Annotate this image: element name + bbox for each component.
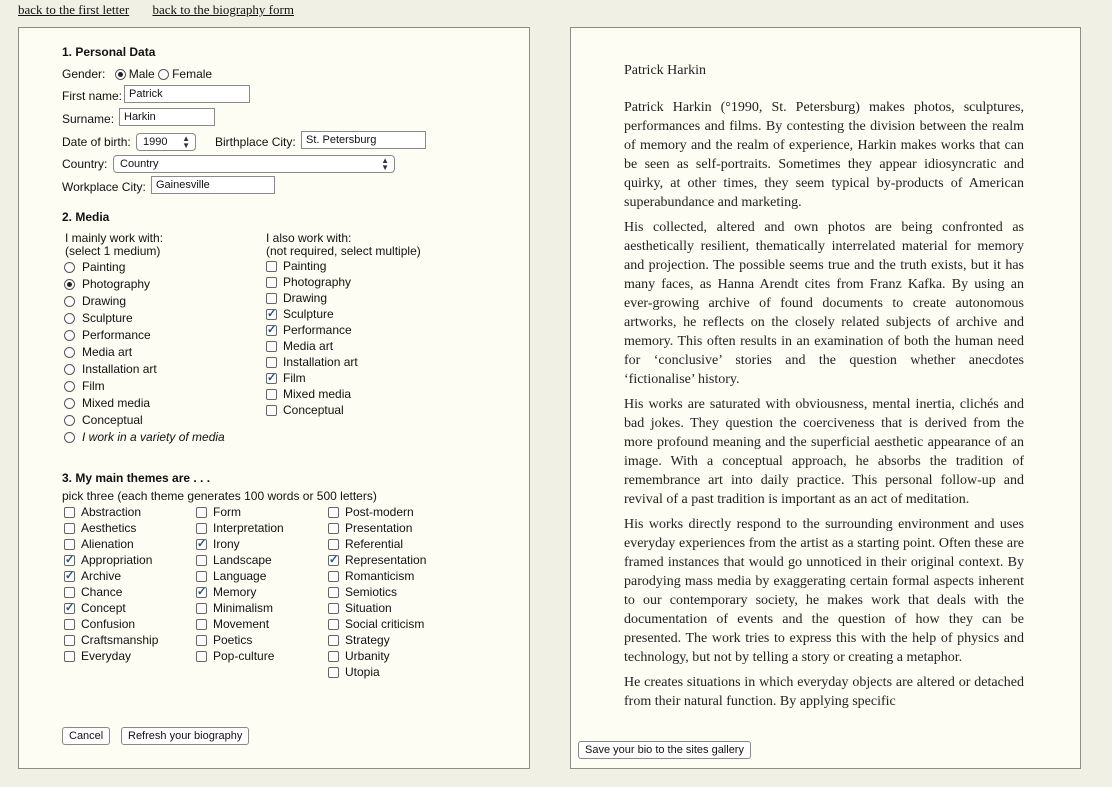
also-medium-option[interactable]: [266, 403, 358, 419]
also-medium-option[interactable]: [266, 259, 358, 275]
option-label: Everyday: [81, 649, 132, 663]
option-label: Presentation: [345, 521, 413, 535]
also-medium-checkbox-group: [266, 259, 358, 419]
checkbox[interactable]: [328, 651, 339, 662]
bio-paragraph: His collected, altered and own photos are being confronted as aesthetically resilient, thematically interrelated material for memory and projection. The possible seems true and the truth exists, but it has many faces, as Hanna Arendt cites from Franz Kafka. By using an ever-growing archive of found documents to create autonomous artworks, he reflects on the closely related subjects of archive and memory. This often results in an examination of both the human need for ‘conclusive’ stories and the question whether anecdotes ‘fictionalise’ history.: [624, 220, 1024, 387]
main-medium-label: I mainly work with: (select 1 medium): [65, 231, 164, 258]
theme-option[interactable]: [64, 585, 158, 601]
option-label: Urbanity: [345, 649, 390, 663]
option-label: Situation: [345, 601, 392, 615]
checkbox[interactable]: [328, 571, 339, 582]
checkbox[interactable]: [196, 651, 207, 662]
option-label: Movement: [213, 617, 270, 631]
also-medium-option[interactable]: [266, 371, 358, 387]
option-label: Film: [283, 371, 306, 385]
also-medium-option[interactable]: [266, 291, 358, 307]
checkbox[interactable]: [196, 587, 207, 598]
checkbox[interactable]: [266, 373, 277, 384]
checkbox[interactable]: [64, 507, 75, 518]
theme-option[interactable]: [328, 633, 426, 649]
theme-option[interactable]: [64, 601, 158, 617]
themes-column-1: [64, 505, 158, 665]
option-label: Sculpture: [82, 311, 133, 325]
radio-button[interactable]: [64, 296, 75, 307]
theme-option[interactable]: [196, 601, 284, 617]
biography-text: [624, 61, 1024, 717]
checkbox[interactable]: [64, 571, 75, 582]
country-label: Country:: [62, 157, 108, 171]
theme-option[interactable]: [328, 585, 426, 601]
checkbox[interactable]: [266, 293, 277, 304]
themes-heading: 3. My main themes are . . .: [62, 471, 211, 485]
radio-button[interactable]: [64, 364, 75, 375]
also-medium-option[interactable]: [266, 355, 358, 371]
surname-field[interactable]: Harkin: [119, 108, 215, 126]
option-label: Photography: [283, 275, 352, 289]
checkbox[interactable]: [64, 523, 75, 534]
checkbox[interactable]: [196, 619, 207, 630]
also-medium-option[interactable]: [266, 307, 358, 323]
also-medium-option[interactable]: [266, 339, 358, 355]
theme-option[interactable]: [328, 601, 426, 617]
option-label: Painting: [283, 259, 327, 273]
radio-button[interactable]: [64, 313, 75, 324]
main-medium-option[interactable]: [64, 413, 225, 430]
radio-button[interactable]: [64, 381, 75, 392]
checkbox[interactable]: [64, 635, 75, 646]
option-label: Media art: [82, 345, 133, 359]
dob-select[interactable]: 1990 ▲ ▼: [136, 133, 196, 151]
theme-option[interactable]: [64, 617, 158, 633]
checkbox[interactable]: [328, 619, 339, 630]
option-label: Film: [82, 379, 105, 393]
option-label: Performance: [283, 323, 352, 337]
checkbox[interactable]: [266, 277, 277, 288]
theme-option[interactable]: [196, 617, 284, 633]
theme-option[interactable]: [196, 521, 284, 537]
link-first-letter[interactable]: back to the first letter: [18, 2, 130, 17]
option-label: Confusion: [81, 617, 136, 631]
theme-option[interactable]: [328, 649, 426, 665]
checkbox[interactable]: [266, 341, 277, 352]
bio-paragraphs: [624, 98, 1024, 711]
theme-option[interactable]: [328, 521, 426, 537]
option-label: Romanticism: [345, 569, 415, 583]
theme-option[interactable]: [64, 537, 158, 553]
option-label: Memory: [213, 585, 257, 599]
option-label: Social criticism: [345, 617, 425, 631]
option-label: Strategy: [345, 633, 390, 647]
gender-male-option[interactable]: Male: [115, 67, 155, 81]
theme-option[interactable]: [196, 553, 284, 569]
surname-label: Surname:: [62, 112, 115, 126]
option-label: Alienation: [81, 537, 134, 551]
option-label: Semiotics: [345, 585, 398, 599]
gender-female-radio[interactable]: [158, 69, 169, 80]
also-medium-option[interactable]: [266, 323, 358, 339]
gender-male-radio[interactable]: [115, 69, 126, 80]
personal-data-heading: 1. Personal Data: [62, 45, 156, 59]
option-label: Post-modern: [345, 505, 414, 519]
checkbox[interactable]: [328, 587, 339, 598]
main-medium-option[interactable]: [64, 362, 225, 379]
option-label: Drawing: [283, 291, 328, 305]
checkbox[interactable]: [196, 603, 207, 614]
option-label: Drawing: [82, 294, 127, 308]
bio-paragraph: He creates situations in which everyday objects are altered or detached from their natural function. By applying specific: [624, 675, 1024, 709]
radio-button[interactable]: [64, 262, 75, 273]
first-name-field[interactable]: Patrick: [124, 85, 250, 103]
option-label: Appropriation: [81, 553, 153, 567]
checkbox[interactable]: [64, 651, 75, 662]
main-medium-radio-group: [64, 260, 225, 447]
main-medium-option[interactable]: [64, 345, 225, 362]
option-label: Abstraction: [81, 505, 142, 519]
also-medium-option[interactable]: [266, 275, 358, 291]
biography-preview: [570, 27, 1081, 769]
radio-button[interactable]: [64, 347, 75, 358]
option-label: Conceptual: [283, 403, 344, 417]
main-medium-option[interactable]: [64, 277, 225, 294]
option-label: Landscape: [213, 553, 272, 567]
checkbox[interactable]: [196, 539, 207, 550]
option-label: Mixed media: [82, 396, 151, 410]
select-arrows-icon: ▲ ▼: [182, 134, 190, 150]
option-label: Archive: [81, 569, 122, 583]
option-label: Minimalism: [213, 601, 273, 615]
checkbox[interactable]: [196, 523, 207, 534]
checkbox[interactable]: [266, 261, 277, 272]
also-medium-option[interactable]: [266, 387, 358, 403]
checkbox[interactable]: [328, 555, 339, 566]
checkbox[interactable]: [64, 619, 75, 630]
checkbox[interactable]: [266, 405, 277, 416]
link-biography-form[interactable]: back to the biography form: [152, 2, 294, 17]
save-to-gallery-button[interactable]: Save your bio to the sites gallery: [578, 741, 751, 759]
bio-paragraph: His works directly respond to the surrounding environment and uses everyday experiences from the artist as a starting point. Often these are framed instances that would go unnoticed in their original context. By parodying mass media by exaggerating certain formal aspects inherent to our contemporary society, he makes work that deals with the documentation of events and the question of how they can be presented. The work tries to express this with the help of physics and technology, but not by telling a story or creating a metaphor.: [624, 517, 1024, 665]
media-heading: 2. Media: [62, 210, 110, 224]
option-label: Chance: [81, 585, 123, 599]
option-label: Irony: [213, 537, 240, 551]
option-label: Media art: [283, 339, 334, 353]
theme-option[interactable]: [196, 569, 284, 585]
theme-option[interactable]: [328, 553, 426, 569]
checkbox[interactable]: [64, 539, 75, 550]
option-label: Interpretation: [213, 521, 284, 535]
bio-artist-name: Patrick Harkin: [624, 63, 707, 78]
theme-option[interactable]: [64, 649, 158, 665]
theme-option[interactable]: [196, 585, 284, 601]
option-label: Conceptual: [82, 413, 143, 427]
option-label: Sculpture: [283, 307, 334, 321]
dob-label: Date of birth:: [62, 135, 131, 149]
themes-column-3: [328, 505, 426, 681]
radio-button[interactable]: [64, 330, 75, 341]
option-label: Painting: [82, 260, 126, 274]
option-label: Mixed media: [283, 387, 352, 401]
checkbox[interactable]: [196, 555, 207, 566]
checkbox[interactable]: [328, 667, 339, 678]
birthplace-field[interactable]: St. Petersburg: [301, 131, 426, 149]
themes-column-2: [196, 505, 284, 665]
theme-option[interactable]: [328, 505, 426, 521]
checkbox[interactable]: [266, 309, 277, 320]
cancel-button[interactable]: Cancel: [62, 727, 110, 745]
checkbox[interactable]: [196, 571, 207, 582]
bio-paragraph: Patrick Harkin (°1990, St. Petersburg) makes photos, sculptures, performances and films. By contesting the division between the realm of memory and the realm of experience, Harkin makes works that can be seen as self-portraits. Sometimes they appear idiosyncratic and quirky, at other times, they seem typical by-products of American superabundance and marketing.: [624, 100, 1024, 210]
checkbox[interactable]: [196, 635, 207, 646]
workplace-label: Workplace City:: [62, 180, 146, 194]
bio-paragraph: His works are saturated with obviousness, mental inertia, clichés and bad jokes. They question the coerciveness that is derived from the more profound meaning and the superficial aesthetic appearance of an image. With a conceptual approach, he absorbs the tradition of remembrance art into daily practice. This personal follow-up and revival of a past tradition is important as an act of meditation.: [624, 397, 1024, 507]
theme-option[interactable]: [64, 569, 158, 585]
country-select[interactable]: Country ▲ ▼: [113, 155, 395, 173]
theme-option[interactable]: [196, 633, 284, 649]
theme-option[interactable]: [64, 521, 158, 537]
checkbox[interactable]: [64, 555, 75, 566]
also-work-label: I also work with: (not required, select multiple): [266, 231, 421, 258]
biography-form: [18, 27, 530, 769]
workplace-field[interactable]: Gainesville: [151, 176, 275, 194]
option-label: Referential: [345, 537, 404, 551]
birthplace-label: Birthplace City:: [215, 135, 296, 149]
main-medium-option[interactable]: [64, 328, 225, 345]
theme-option[interactable]: [196, 649, 284, 665]
checkbox[interactable]: [328, 603, 339, 614]
main-medium-option[interactable]: [64, 379, 225, 396]
option-label: Pop-culture: [213, 649, 275, 663]
checkbox[interactable]: [266, 325, 277, 336]
first-name-label: First name:: [62, 89, 123, 103]
theme-option[interactable]: [196, 505, 284, 521]
option-label: Language: [213, 569, 267, 583]
radio-button[interactable]: [64, 432, 75, 443]
radio-button[interactable]: [64, 398, 75, 409]
checkbox[interactable]: [328, 507, 339, 518]
select-arrows-icon: ▲ ▼: [381, 156, 389, 172]
radio-button[interactable]: [64, 279, 75, 290]
theme-option[interactable]: [328, 665, 426, 681]
option-label: Poetics: [213, 633, 253, 647]
checkbox[interactable]: [328, 635, 339, 646]
checkbox[interactable]: [328, 539, 339, 550]
main-medium-option[interactable]: [64, 311, 225, 328]
option-label: Craftsmanship: [81, 633, 159, 647]
themes-instruction: pick three (each theme generates 100 words or 500 letters): [62, 489, 377, 503]
main-medium-option[interactable]: [64, 396, 225, 413]
theme-option[interactable]: [196, 537, 284, 553]
gender-row: [62, 67, 212, 81]
main-medium-option[interactable]: [64, 430, 225, 447]
option-label: Concept: [81, 601, 126, 615]
theme-option[interactable]: [328, 617, 426, 633]
option-label: I work in a variety of media: [82, 430, 225, 444]
checkbox[interactable]: [328, 523, 339, 534]
gender-label: Gender:: [62, 67, 106, 81]
theme-option[interactable]: [328, 537, 426, 553]
refresh-biography-button[interactable]: Refresh your biography: [121, 727, 249, 745]
checkbox[interactable]: [64, 587, 75, 598]
checkbox[interactable]: [266, 357, 277, 368]
checkbox[interactable]: [266, 389, 277, 400]
main-medium-option[interactable]: [64, 294, 225, 311]
option-label: Aesthetics: [81, 521, 137, 535]
checkbox[interactable]: [196, 507, 207, 518]
gender-female-option[interactable]: Female: [158, 67, 212, 81]
option-label: Performance: [82, 328, 151, 342]
theme-option[interactable]: [64, 553, 158, 569]
option-label: Photography: [82, 277, 151, 291]
top-links: [18, 2, 314, 18]
option-label: Utopia: [345, 665, 380, 679]
option-label: Installation art: [283, 355, 358, 369]
option-label: Form: [213, 505, 241, 519]
checkbox[interactable]: [64, 603, 75, 614]
option-label: Representation: [345, 553, 427, 567]
theme-option[interactable]: [64, 505, 158, 521]
radio-button[interactable]: [64, 415, 75, 426]
theme-option[interactable]: [328, 569, 426, 585]
main-medium-option[interactable]: [64, 260, 225, 277]
theme-option[interactable]: [64, 633, 158, 649]
option-label: Installation art: [82, 362, 157, 376]
